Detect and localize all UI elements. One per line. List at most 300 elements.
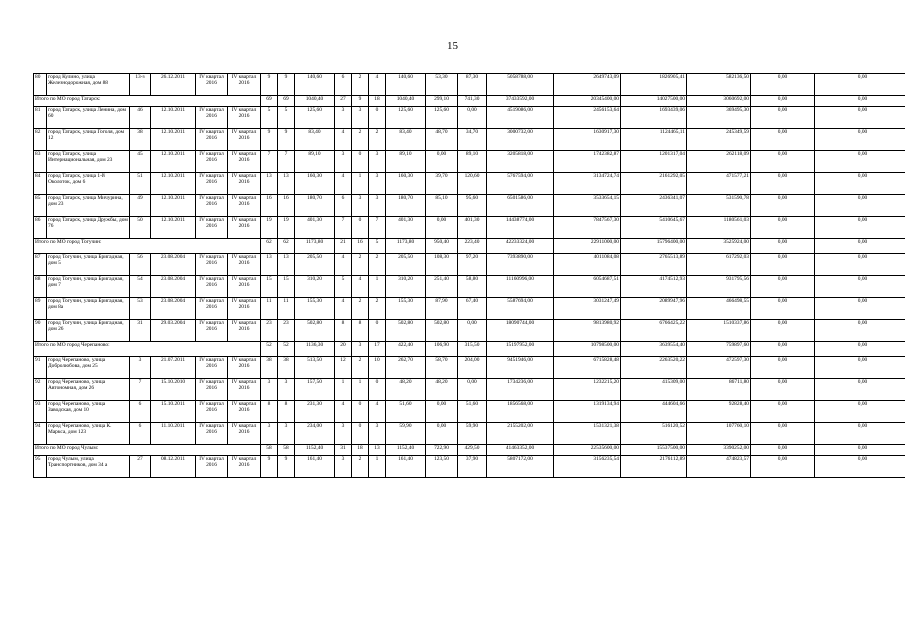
value-cell-a3: 87,30	[458, 74, 487, 96]
value-cell-area: 231,30	[295, 401, 335, 423]
value-cell-v6: 0,00	[815, 173, 905, 195]
value-cell-v2: 7847567,30	[554, 217, 621, 239]
value-cell-v5: 0,00	[751, 379, 815, 401]
value-cell-d1: 7	[335, 217, 352, 239]
value-cell-a1: 401,30	[386, 217, 426, 239]
value-cell-v2: 3031247,49	[554, 298, 621, 320]
value-cell-v3: 4174512,93	[621, 276, 687, 298]
value-cell-v6: 0,00	[815, 298, 905, 320]
value-cell-area: 180,70	[295, 195, 335, 217]
planned-completion-cell: IV квартал 2016	[196, 423, 228, 445]
value-cell-v4: 262118,09	[687, 151, 751, 173]
value-cell-d1: 3	[335, 423, 352, 445]
value-cell-d1: 4	[335, 254, 352, 276]
row-number-cell: 93	[34, 401, 47, 423]
value-cell-a3: 741,30	[458, 96, 487, 107]
value-cell-d1: 6	[335, 195, 352, 217]
value-cell-a3: 401,30	[458, 217, 487, 239]
value-cell-d3: 2	[369, 254, 386, 276]
value-cell-v3: 1826905,41	[621, 74, 687, 96]
value-cell-v3: 14027500,00	[621, 96, 687, 107]
value-cell-c1: 52	[261, 342, 278, 357]
document-date-cell: 21.07.2011	[151, 357, 196, 379]
value-cell-d3: 2	[369, 129, 386, 151]
row-number-cell: 89	[34, 298, 47, 320]
value-cell-a1: 262,70	[386, 357, 426, 379]
value-cell-a3: 67,40	[458, 298, 487, 320]
planned-completion-cell: IV квартал 2016	[196, 320, 228, 342]
value-cell-d1: 8	[335, 320, 352, 342]
document-number-cell: 49	[130, 195, 151, 217]
value-cell-c2: 62	[278, 239, 295, 254]
row-number-cell: 94	[34, 423, 47, 445]
document-number-cell: 3	[130, 357, 151, 379]
value-cell-v2: 6054687,51	[554, 276, 621, 298]
subtotal-label-cell: Итого по МО город Черепаново:	[34, 342, 261, 357]
value-cell-v6: 0,00	[815, 456, 905, 478]
value-cell-area: 155,30	[295, 298, 335, 320]
value-cell-c1: 19	[261, 217, 278, 239]
value-cell-c2: 16	[278, 195, 295, 217]
address-cell: город Татарск, улица Мичурина, дом 23	[47, 195, 130, 217]
value-cell-c1: 8	[261, 401, 278, 423]
value-cell-a1: 89,10	[386, 151, 426, 173]
address-cell: город Тогучин, улица Бригадная, дом 8а	[47, 298, 130, 320]
value-cell-c2: 19	[278, 217, 295, 239]
value-cell-v4: 107760,10	[687, 423, 751, 445]
table-row	[34, 254, 905, 276]
value-cell-a2: 87,90	[426, 298, 458, 320]
value-cell-v2: 3134724,74	[554, 173, 621, 195]
value-cell-a1: 125,60	[386, 107, 426, 129]
value-cell-c1: 16	[261, 195, 278, 217]
value-cell-v5: 0,00	[751, 254, 815, 276]
document-date-cell: 23.08.2004	[151, 254, 196, 276]
value-cell-a3: 95,60	[458, 195, 487, 217]
value-cell-area: 140,60	[295, 74, 335, 96]
planned-resettlement-cell: IV квартал 2016	[228, 357, 261, 379]
document-number-cell: 38	[130, 129, 151, 151]
planned-completion-cell: IV квартал 2016	[196, 217, 228, 239]
address-cell: город Черепаново, улица Добролюбова, дом 25	[47, 357, 130, 379]
planned-resettlement-cell: IV квартал 2016	[228, 456, 261, 478]
value-cell-v3: 415309,00	[621, 379, 687, 401]
value-cell-v2: 1742382,87	[554, 151, 621, 173]
row-number-cell: 84	[34, 173, 47, 195]
row-number-cell: 92	[34, 379, 47, 401]
value-cell-d2: 3	[352, 342, 369, 357]
value-cell-area: 502,80	[295, 320, 335, 342]
value-cell-a2: 39,70	[426, 173, 458, 195]
value-cell-area: 1136,30	[295, 342, 335, 357]
value-cell-v1: 1734236,00	[487, 379, 554, 401]
value-cell-v1: 6501586,00	[487, 195, 554, 217]
value-cell-c1: 58	[261, 445, 278, 456]
value-cell-d1: 31	[335, 445, 352, 456]
value-cell-c2: 69	[278, 96, 295, 107]
address-cell: город Тогучин, улица Бригадная, дом 5	[47, 254, 130, 276]
value-cell-v6: 0,00	[815, 357, 905, 379]
value-cell-c2: 8	[278, 401, 295, 423]
row-number-cell: 87	[34, 254, 47, 276]
value-cell-d1: 3	[335, 456, 352, 478]
value-cell-v4: 86711,80	[687, 379, 751, 401]
value-cell-a3: 0,00	[458, 107, 487, 129]
value-cell-d2: 4	[352, 276, 369, 298]
value-cell-a1: 1040,40	[386, 96, 426, 107]
value-cell-c2: 13	[278, 254, 295, 276]
value-cell-d1: 4	[335, 298, 352, 320]
value-cell-v4: 582136,50	[687, 74, 751, 96]
row-number-cell: 88	[34, 276, 47, 298]
value-cell-v6: 0,00	[815, 254, 905, 276]
value-cell-d1: 6	[335, 74, 352, 96]
planned-completion-cell: IV квартал 2016	[196, 254, 228, 276]
value-cell-v2: 4011084,08	[554, 254, 621, 276]
table-row	[34, 74, 905, 96]
address-cell: город Татарск, улица 1-й Околоток, дом 6	[47, 173, 130, 195]
value-cell-v6: 0,00	[815, 423, 905, 445]
planned-resettlement-cell: IV квартал 2016	[228, 129, 261, 151]
value-cell-v5: 0,00	[751, 401, 815, 423]
value-cell-a2: 48,20	[426, 379, 458, 401]
value-cell-v5: 0,00	[751, 320, 815, 342]
value-cell-a3: 0,00	[458, 379, 487, 401]
value-cell-v6: 0,00	[815, 276, 905, 298]
planned-resettlement-cell: IV квартал 2016	[228, 195, 261, 217]
value-cell-v5: 0,00	[751, 195, 815, 217]
value-cell-area: 1152,40	[295, 445, 335, 456]
value-cell-area: 160,30	[295, 173, 335, 195]
value-cell-v5: 0,00	[751, 173, 815, 195]
value-cell-v1: 15197952,00	[487, 342, 554, 357]
value-cell-area: 513,50	[295, 357, 335, 379]
value-cell-v1: 5767594,00	[487, 173, 554, 195]
value-cell-d3: 18	[369, 96, 386, 107]
value-cell-d2: 2	[352, 74, 369, 96]
value-cell-a3: 223,40	[458, 239, 487, 254]
value-cell-v1: 9451946,00	[487, 357, 554, 379]
value-cell-v4: 1510337,86	[687, 320, 751, 342]
value-cell-c2: 7	[278, 151, 295, 173]
value-cell-v2: 2456153,64	[554, 107, 621, 129]
value-cell-c1: 3	[261, 423, 278, 445]
value-cell-c1: 69	[261, 96, 278, 107]
value-cell-v2: 22535600,00	[554, 445, 621, 456]
address-cell: город Татарск, улица Интернациональная, дом 23	[47, 151, 130, 173]
table-row	[34, 423, 905, 445]
value-cell-v3: 1201317,04	[621, 151, 687, 173]
value-cell-v2: 20345400,00	[554, 96, 621, 107]
value-cell-v4: 471577,21	[687, 173, 751, 195]
value-cell-v1: 18090744,00	[487, 320, 554, 342]
value-cell-a2: 123,50	[426, 456, 458, 478]
housing-program-table	[33, 73, 905, 478]
value-cell-v2: 1232215,20	[554, 379, 621, 401]
document-number-cell: 54	[130, 276, 151, 298]
row-number-cell: 82	[34, 129, 47, 151]
value-cell-v3: 15537500,00	[621, 445, 687, 456]
value-cell-a2: 125,60	[426, 107, 458, 129]
value-cell-c2: 23	[278, 320, 295, 342]
value-cell-v3: 15796400,00	[621, 239, 687, 254]
value-cell-area: 83,40	[295, 129, 335, 151]
value-cell-d1: 21	[335, 239, 352, 254]
planned-completion-cell: IV квартал 2016	[196, 357, 228, 379]
value-cell-v2: 10798500,00	[554, 342, 621, 357]
value-cell-area: 125,60	[295, 107, 335, 129]
value-cell-v2: 6715828,48	[554, 357, 621, 379]
value-cell-a1: 161,40	[386, 456, 426, 478]
value-cell-c2: 38	[278, 357, 295, 379]
value-cell-v6: 0,00	[815, 401, 905, 423]
value-cell-v6: 0,00	[815, 379, 905, 401]
value-cell-v5: 0,00	[751, 276, 815, 298]
value-cell-v4: 474823,57	[687, 456, 751, 478]
document-date-cell: 23.08.2004	[151, 298, 196, 320]
address-cell: город Черепаново, улица Автономная, дом 26	[47, 379, 130, 401]
value-cell-a3: 59,90	[458, 423, 487, 445]
value-cell-d1: 3	[335, 107, 352, 129]
document-date-cell: 11.10.2011	[151, 423, 196, 445]
row-number-cell: 83	[34, 151, 47, 173]
planned-resettlement-cell: IV квартал 2016	[228, 217, 261, 239]
value-cell-area: 157,50	[295, 379, 335, 401]
value-cell-d3: 4	[369, 401, 386, 423]
planned-resettlement-cell: IV квартал 2016	[228, 320, 261, 342]
document-date-cell: 15.10.2011	[151, 401, 196, 423]
row-number-cell: 85	[34, 195, 47, 217]
planned-completion-cell: IV квартал 2016	[196, 456, 228, 478]
value-cell-v2: 1319134,94	[554, 401, 621, 423]
planned-resettlement-cell: IV квартал 2016	[228, 173, 261, 195]
value-cell-d3: 1	[369, 456, 386, 478]
value-cell-c2: 9	[278, 74, 295, 96]
value-cell-d2: 0	[352, 151, 369, 173]
subtotal-label-cell: Итого по МО город Татарск:	[34, 96, 261, 107]
value-cell-v6: 0,00	[815, 107, 905, 129]
value-cell-v3: 1124465,11	[621, 129, 687, 151]
table-row	[34, 320, 905, 342]
document-number-cell: 45	[130, 151, 151, 173]
value-cell-v3: 6766425,22	[621, 320, 687, 342]
value-cell-v5: 0,00	[751, 357, 815, 379]
value-cell-v3: 2176112,89	[621, 456, 687, 478]
value-cell-v1: 5807172,00	[487, 456, 554, 478]
value-cell-v5: 0,00	[751, 96, 815, 107]
planned-resettlement-cell: IV квартал 2016	[228, 151, 261, 173]
value-cell-c1: 62	[261, 239, 278, 254]
planned-resettlement-cell: IV квартал 2016	[228, 107, 261, 129]
planned-resettlement-cell: IV квартал 2016	[228, 276, 261, 298]
value-cell-d1: 5	[335, 276, 352, 298]
value-cell-v3: 2436341,07	[621, 195, 687, 217]
document-date-cell: 12.10.2011	[151, 151, 196, 173]
value-cell-v4: 759897,60	[687, 342, 751, 357]
value-cell-c1: 9	[261, 456, 278, 478]
value-cell-d3: 3	[369, 151, 386, 173]
planned-completion-cell: IV квартал 2016	[196, 173, 228, 195]
value-cell-v6: 0,00	[815, 342, 905, 357]
value-cell-c2: 3	[278, 379, 295, 401]
document-number-cell: 6	[130, 401, 151, 423]
value-cell-v5: 0,00	[751, 423, 815, 445]
value-cell-a3: 58,80	[458, 276, 487, 298]
value-cell-v2: 2649743,09	[554, 74, 621, 96]
planned-resettlement-cell: IV квартал 2016	[228, 74, 261, 96]
value-cell-c1: 38	[261, 357, 278, 379]
value-cell-a2: 950,40	[426, 239, 458, 254]
value-cell-a2: 0,00	[426, 423, 458, 445]
planned-completion-cell: IV квартал 2016	[196, 298, 228, 320]
value-cell-a2: 106,90	[426, 342, 458, 357]
value-cell-v4: 245349,59	[687, 129, 751, 151]
value-cell-area: 161,40	[295, 456, 335, 478]
value-cell-v1: 5058788,00	[487, 74, 554, 96]
value-cell-a2: 0,00	[426, 217, 458, 239]
value-cell-a1: 422,40	[386, 342, 426, 357]
value-cell-v3: 2089947,96	[621, 298, 687, 320]
value-cell-a2: 502,80	[426, 320, 458, 342]
value-cell-d3: 0	[369, 379, 386, 401]
address-cell: город Тогучин, улица Бригадная, дом 26	[47, 320, 130, 342]
value-cell-a1: 59,90	[386, 423, 426, 445]
value-cell-a2: 0,00	[426, 151, 458, 173]
document-number-cell: 51	[130, 173, 151, 195]
value-cell-d1: 4	[335, 173, 352, 195]
planned-completion-cell: IV квартал 2016	[196, 74, 228, 96]
table-row	[34, 173, 905, 195]
value-cell-d2: 2	[352, 456, 369, 478]
value-cell-v2: 22911000,00	[554, 239, 621, 254]
address-cell: город Татарск, улица Дружбы, дом 76	[47, 217, 130, 239]
value-cell-v6: 0,00	[815, 239, 905, 254]
address-cell: город Кулино, улица Железнодорожная, дом 88	[47, 74, 130, 96]
value-cell-c2: 58	[278, 445, 295, 456]
value-cell-d3: 10	[369, 357, 386, 379]
value-cell-d1: 1	[335, 379, 352, 401]
value-cell-v4: 3060692,00	[687, 96, 751, 107]
value-cell-a2: 108,30	[426, 254, 458, 276]
document-number-cell: 53	[130, 298, 151, 320]
document-date-cell: 12.10.2011	[151, 173, 196, 195]
document-date-cell: 12.10.2011	[151, 217, 196, 239]
table-row	[34, 217, 905, 239]
value-cell-d3: 3	[369, 173, 386, 195]
value-cell-v5: 0,00	[751, 445, 815, 456]
document-date-cell: 23.08.2004	[151, 276, 196, 298]
value-cell-d2: 0	[352, 401, 369, 423]
document-number-cell: 50	[130, 217, 151, 239]
planned-completion-cell: IV квартал 2016	[196, 195, 228, 217]
planned-completion-cell: IV квартал 2016	[196, 129, 228, 151]
value-cell-a2: 0,00	[426, 401, 458, 423]
table-row	[34, 195, 905, 217]
subtotal-label-cell: Итого по МО город Чулым:	[34, 445, 261, 456]
planned-completion-cell: IV квартал 2016	[196, 401, 228, 423]
value-cell-v1: 7393890,00	[487, 254, 554, 276]
row-number-cell: 91	[34, 357, 47, 379]
planned-completion-cell: IV квартал 2016	[196, 379, 228, 401]
value-cell-v4: 1180561,03	[687, 217, 751, 239]
address-cell: город Татарск, улица Ленина, дом 60	[47, 107, 130, 129]
table-row	[34, 151, 905, 173]
document-date-cell: 15.10.2010	[151, 379, 196, 401]
value-cell-a1: 48,20	[386, 379, 426, 401]
value-cell-v5: 0,00	[751, 239, 815, 254]
value-cell-a1: 310,20	[386, 276, 426, 298]
document-date-cell: 12.10.2011	[151, 129, 196, 151]
document-number-cell: 46	[130, 107, 151, 129]
row-number-cell: 81	[34, 107, 47, 129]
value-cell-d2: 16	[352, 239, 369, 254]
value-cell-v1: 42233324,00	[487, 239, 554, 254]
value-cell-c1: 9	[261, 74, 278, 96]
value-cell-v1: 11160996,00	[487, 276, 554, 298]
value-cell-d3: 17	[369, 342, 386, 357]
value-cell-d2: 2	[352, 298, 369, 320]
value-cell-v6: 0,00	[815, 445, 905, 456]
value-cell-v5: 0,00	[751, 129, 815, 151]
document-number-cell: 6	[130, 423, 151, 445]
value-cell-c2: 15	[278, 276, 295, 298]
value-cell-area: 401,30	[295, 217, 335, 239]
value-cell-a1: 1173,80	[386, 239, 426, 254]
value-cell-d3: 3	[369, 423, 386, 445]
value-cell-a3: 204,00	[458, 357, 487, 379]
value-cell-v4: 531590,78	[687, 195, 751, 217]
planned-resettlement-cell: IV квартал 2016	[228, 254, 261, 276]
value-cell-c1: 9	[261, 129, 278, 151]
value-cell-a2: 53,30	[426, 74, 458, 96]
value-cell-c1: 11	[261, 298, 278, 320]
value-cell-a1: 180,70	[386, 195, 426, 217]
value-cell-a1: 140,60	[386, 74, 426, 96]
row-number-cell: 80	[34, 74, 47, 96]
value-cell-a3: 34,70	[458, 129, 487, 151]
value-cell-v6: 0,00	[815, 96, 905, 107]
value-cell-d2: 9	[352, 96, 369, 107]
row-number-cell: 86	[34, 217, 47, 239]
value-cell-v3: 2161292,05	[621, 173, 687, 195]
value-cell-d2: 2	[352, 357, 369, 379]
value-cell-v1: 1856568,00	[487, 401, 554, 423]
value-cell-v1: 37433592,00	[487, 96, 554, 107]
value-cell-c1: 7	[261, 151, 278, 173]
value-cell-v6: 0,00	[815, 320, 905, 342]
value-cell-a1: 160,30	[386, 173, 426, 195]
value-cell-a2: 48,70	[426, 129, 458, 151]
value-cell-area: 1173,80	[295, 239, 335, 254]
value-cell-d1: 12	[335, 357, 352, 379]
document-number-cell: 13-з	[130, 74, 151, 96]
value-cell-v1: 3205818,00	[487, 151, 554, 173]
planned-resettlement-cell: IV квартал 2016	[228, 379, 261, 401]
value-cell-d3: 3	[369, 195, 386, 217]
value-cell-a1: 51,60	[386, 401, 426, 423]
subtotal-row	[34, 342, 905, 357]
value-cell-d2: 18	[352, 445, 369, 456]
subtotal-row	[34, 445, 905, 456]
value-cell-d2: 1	[352, 173, 369, 195]
value-cell-v3: 2263520,22	[621, 357, 687, 379]
value-cell-v4: 369495,30	[687, 107, 751, 129]
row-number-cell: 90	[34, 320, 47, 342]
value-cell-d2: 8	[352, 320, 369, 342]
document-date-cell: 12.10.2011	[151, 107, 196, 129]
subtotal-label-cell: Итого по МО город Тогучин:	[34, 239, 261, 254]
value-cell-a3: 51,60	[458, 401, 487, 423]
